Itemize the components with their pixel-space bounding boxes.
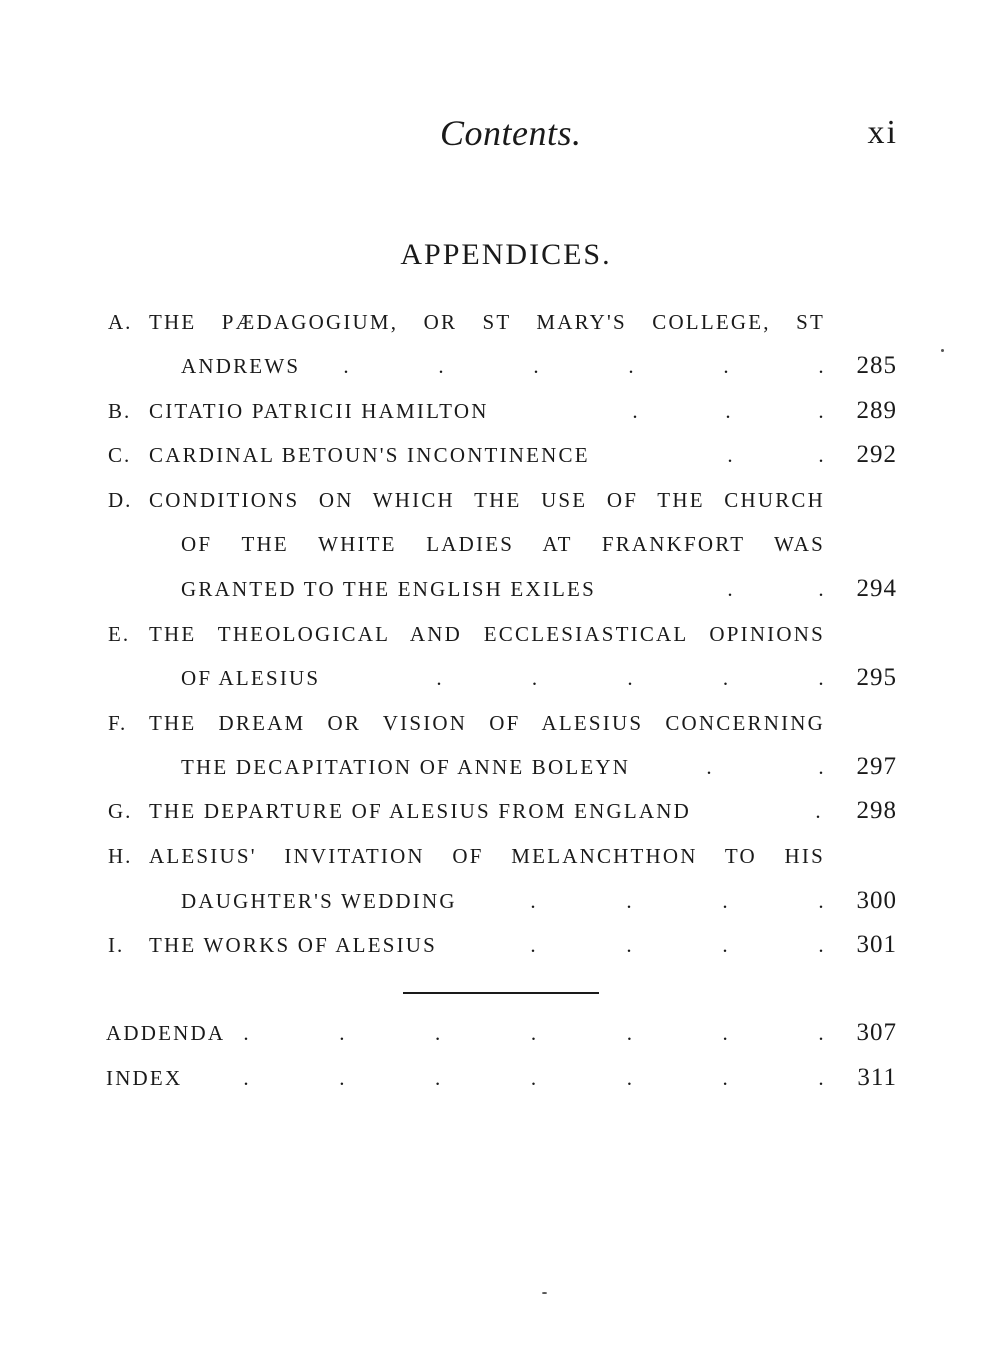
end-matter-addenda: [106, 1021, 225, 1051]
leader-dot: .: [818, 889, 824, 913]
leader-dots: [632, 399, 824, 429]
entry-title-line: THE DECAPITATION OF ANNE BOLEYN: [181, 755, 631, 779]
leader-dot: .: [818, 399, 824, 423]
leader-dot: .: [339, 1066, 345, 1090]
toc-entry-continuation: [181, 354, 300, 384]
leader-dot: .: [530, 1066, 537, 1090]
entry-page-number: 292: [856, 441, 897, 468]
leader-dot: .: [722, 1066, 728, 1090]
print-speck: [941, 349, 944, 352]
entry-page-number: 311: [857, 1064, 897, 1091]
toc-entry-continuation: [181, 666, 320, 696]
running-head: [0, 112, 1000, 162]
toc-entry-continuation: [181, 889, 457, 919]
entry-title-line: THE DEPARTURE OF ALESIUS FROM ENGLAND: [149, 799, 691, 823]
entry-title-line: GRANTED TO THE ENGLISH EXILES: [181, 577, 596, 601]
leader-dot: .: [626, 933, 632, 957]
entry-title-line: THE PÆDAGOGIUM, OR ST MARY'S COLLEGE, ST: [149, 310, 825, 334]
entry-title-line: CONDITIONS ON WHICH THE USE OF THE CHURCH: [149, 488, 825, 512]
toc-entry-g: [149, 799, 691, 829]
leader-dots: [343, 354, 824, 384]
entry-title-line: THE THEOLOGICAL AND ECCLESIASTICAL OPINIONS: [149, 622, 825, 646]
entry-letter: C.: [108, 443, 132, 467]
toc-entry-c: [149, 443, 590, 473]
entry-title-line: THE WORKS OF ALESIUS: [149, 933, 438, 957]
leader-dot: .: [339, 1021, 345, 1045]
leader-dot: .: [727, 443, 733, 467]
leader-dot: .: [706, 755, 712, 779]
toc-entry-b: [149, 399, 489, 429]
leader-dot: .: [626, 1066, 632, 1090]
end-matter-label: INDEX: [106, 1066, 183, 1090]
leader-dots: [243, 1021, 824, 1051]
leader-dot: .: [722, 1021, 728, 1045]
leader-dot: .: [722, 889, 728, 913]
leader-dots: [727, 443, 824, 473]
section-divider-rule: [403, 992, 599, 994]
entry-title-line: CITATIO PATRICII HAMILTON: [149, 399, 489, 423]
leader-dot: .: [626, 1021, 632, 1045]
leader-dot: .: [818, 577, 824, 601]
leader-dot: .: [243, 1021, 249, 1045]
entry-title-line: DAUGHTER'S WEDDING: [181, 889, 457, 913]
toc-entry-continuation: [181, 532, 825, 562]
leader-dots: [243, 1066, 824, 1096]
entry-letter: G.: [108, 799, 133, 823]
leader-dot: .: [818, 443, 824, 467]
leader-dot: .: [632, 399, 638, 423]
leader-dot: .: [727, 577, 733, 601]
end-matter-index: [106, 1066, 182, 1096]
leader-dot: .: [435, 1021, 441, 1045]
toc-entry-i: [149, 933, 437, 963]
leader-dot: .: [818, 354, 824, 378]
toc-entry-f: [149, 711, 825, 741]
entry-letter: F.: [108, 711, 128, 735]
folio-page-number: xi: [867, 114, 898, 151]
leader-dots: [530, 933, 824, 963]
entry-letter: D.: [108, 488, 133, 512]
leader-dot: .: [722, 933, 728, 957]
leader-dots: [727, 577, 824, 607]
leader-dot: .: [818, 666, 824, 690]
entry-title-line: THE DREAM OR VISION OF ALESIUS CONCERNING: [149, 711, 825, 735]
entry-title-line: ALESIUS' INVITATION OF MELANCHTHON TO HIS: [149, 844, 825, 868]
leader-dot: .: [438, 354, 444, 378]
entry-title-line: OF ALESIUS: [181, 666, 321, 690]
leader-dot: .: [628, 354, 634, 378]
entry-letter: E.: [108, 622, 131, 646]
leader-dot: .: [725, 399, 731, 423]
toc-entry-e: [149, 622, 825, 652]
toc-entry-a: [149, 310, 825, 340]
entry-page-number: 285: [856, 352, 897, 379]
section-heading: APPENDICES.: [400, 238, 612, 271]
leader-dot: .: [627, 666, 633, 690]
leader-dot: .: [722, 666, 729, 690]
leader-dot: .: [818, 933, 824, 957]
entry-page-number: 295: [856, 664, 897, 691]
entry-title-line: ANDREWS: [181, 354, 301, 378]
leader-dot: .: [626, 889, 632, 913]
leader-dot: .: [343, 354, 349, 378]
entry-letter: H.: [108, 844, 133, 868]
leader-dots: [530, 889, 824, 919]
toc-entry-continuation: [181, 755, 630, 785]
entry-letter: A.: [108, 310, 133, 334]
entry-page-number: 300: [856, 887, 897, 914]
leader-dot: .: [530, 933, 536, 957]
toc-entry-h: [149, 844, 825, 874]
entry-title-line: OF THE WHITE LADIES AT FRANKFORT WAS: [181, 532, 825, 556]
leader-dot: .: [533, 354, 539, 378]
leader-dot: .: [435, 1066, 441, 1090]
leader-dot: .: [818, 1021, 824, 1045]
leader-dot: .: [243, 1066, 249, 1090]
leader-dot: .: [818, 1066, 824, 1090]
entry-page-number: 297: [856, 753, 897, 780]
entry-page-number: 301: [856, 931, 897, 958]
leader-dot: .: [531, 666, 538, 690]
entry-letter: I.: [108, 933, 125, 957]
entry-page-number: 307: [856, 1019, 897, 1046]
leader-dots: [436, 666, 824, 696]
leader-dot: .: [818, 755, 824, 779]
toc-entry-d: [149, 488, 825, 518]
toc-entry-continuation: [181, 577, 596, 607]
entry-title-line: CARDINAL BETOUN'S INCONTINENCE: [149, 443, 590, 467]
leader-dot: .: [530, 1021, 537, 1045]
entry-letter: B.: [108, 399, 132, 423]
leader-dot: .: [436, 666, 442, 690]
leader-dots: [706, 755, 824, 785]
leader-dot: .: [815, 799, 821, 823]
running-title: Contents.: [440, 113, 582, 153]
print-speck: [542, 1292, 547, 1294]
entry-page-number: 298: [856, 797, 897, 824]
entry-page-number: 289: [856, 397, 897, 424]
entry-page-number: 294: [856, 575, 897, 602]
end-matter-label: ADDENDA: [106, 1021, 226, 1045]
leader-dot: .: [723, 354, 729, 378]
leader-dot: .: [530, 889, 536, 913]
